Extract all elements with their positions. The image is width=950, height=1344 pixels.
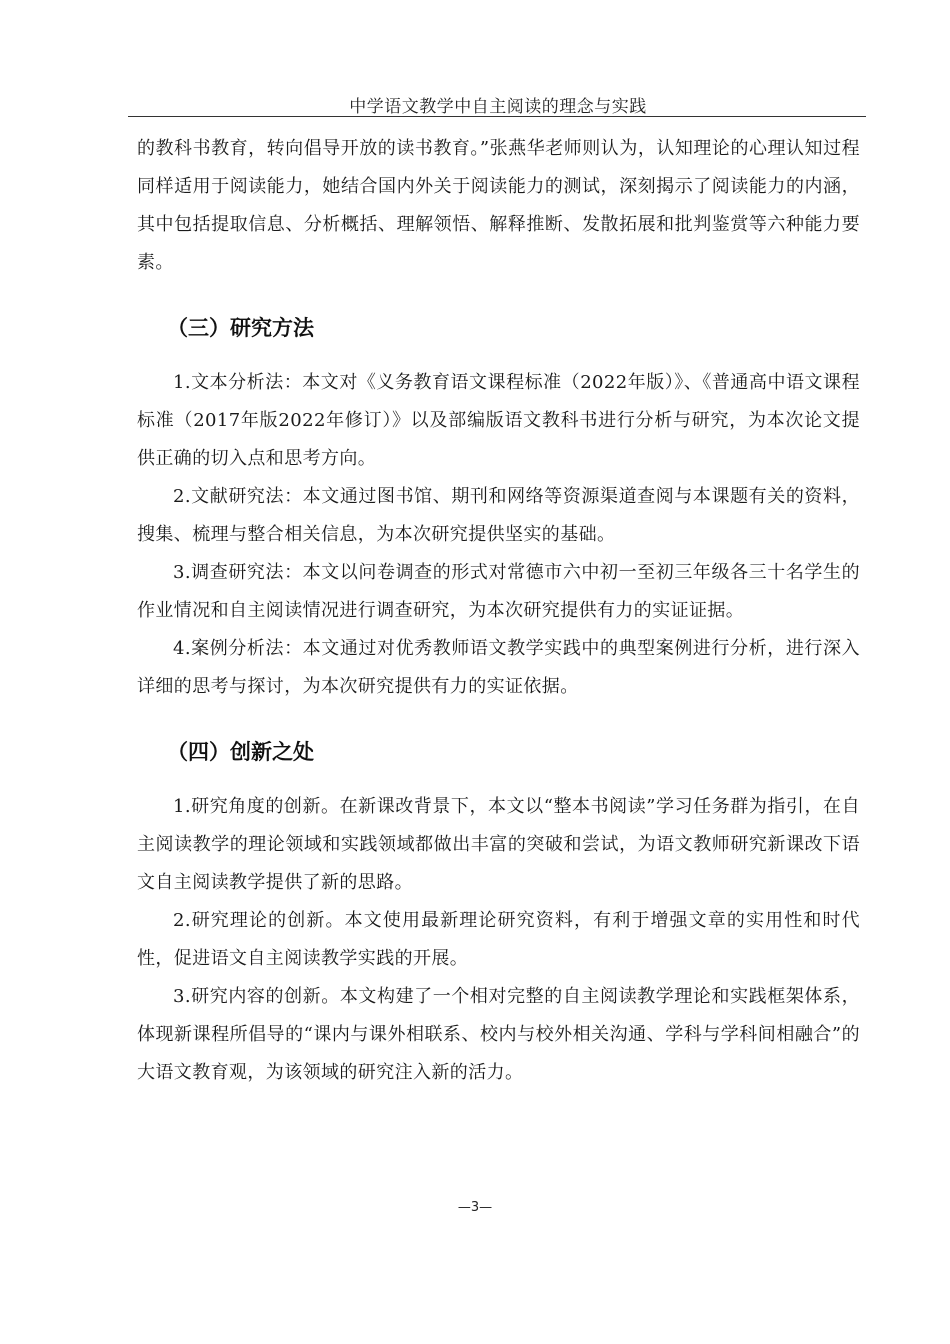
- innovation-paragraph-theory: 2.研究理论的创新。本文使用最新理论研究资料，有利于增强文章的实用性和时代性，促进语文自主阅读教学实践的开展。: [137, 910, 860, 969]
- method-paragraph-text-analysis: 1.文本分析法：本文对《义务教育语文课程标准（2022年版）》、《普通高中语文课程标准（2017年版2022年修订）》以及部编版语文教科书进行分析与研究，为本次论文提供正确的切入点和思考方向。: [137, 372, 860, 469]
- method-paragraph-case-analysis: 4.案例分析法：本文通过对优秀教师语文教学实践中的典型案例进行分析，进行深入详细的思考与探讨，为本次研究提供有力的实证依据。: [137, 638, 860, 697]
- page-body: [137, 130, 860, 1092]
- header-divider: [128, 116, 866, 117]
- section-heading-research-methods: （三）研究方法: [167, 316, 314, 340]
- innovation-paragraph-perspective: 1.研究角度的创新。在新课改背景下，本文以“整本书阅读”学习任务群为指引，在自主阅读教学的理论领域和实践领域都做出丰富的突破和尝试，为语文教师研究新课改下语文自主阅读教学提供了新的思路。: [137, 796, 860, 893]
- intro-paragraph: 的教科书教育，转向倡导开放的读书教育。”张燕华老师则认为，认知理论的心理认知过程同样适用于阅读能力，她结合国内外关于阅读能力的测试，深刻揭示了阅读能力的内涵，其中包括提取信息、分析概括、理解领悟、解释推断、发散拓展和批判鉴赏等六种能力要素。: [137, 138, 860, 273]
- innovation-paragraph-content: 3.研究内容的创新。本文构建了一个相对完整的自主阅读教学理论和实践框架体系，体现新课程所倡导的“课内与课外相联系、校内与校外相关沟通、学科与学科间相融合”的大语文教育观，为该领域的研究注入新的活力。: [137, 986, 860, 1083]
- method-paragraph-survey-research: 3.调查研究法：本文以问卷调查的形式对常德市六中初一至初三年级各三十名学生的作业情况和自主阅读情况进行调查研究，为本次研究提供有力的实证证据。: [137, 562, 860, 621]
- running-header-title: 中学语文教学中自主阅读的理念与实践: [349, 97, 647, 117]
- page-number: —3—: [457, 1200, 493, 1215]
- section-heading-innovations: （四）创新之处: [167, 740, 314, 764]
- method-paragraph-literature-research: 2.文献研究法：本文通过图书馆、期刊和网络等资源渠道查阅与本课题有关的资料，搜集、梳理与整合相关信息，为本次研究提供坚实的基础。: [137, 486, 860, 545]
